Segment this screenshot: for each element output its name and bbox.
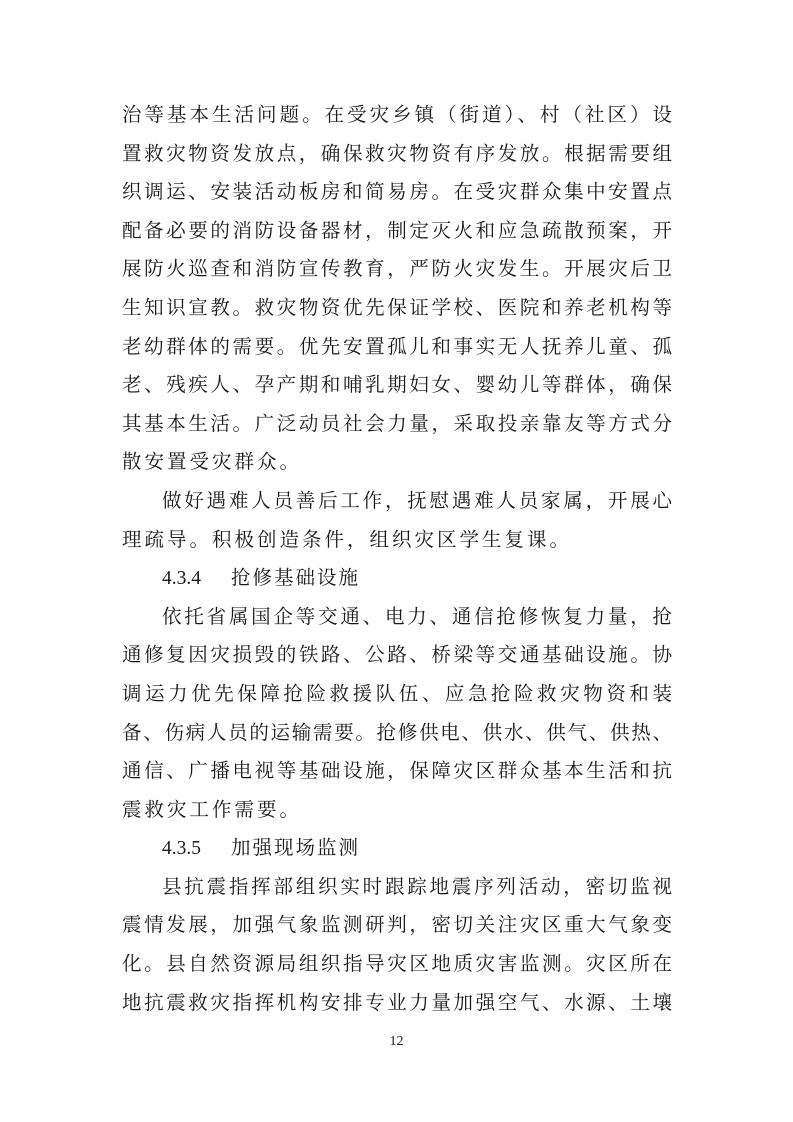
text-line: 老、残疾人、孕产期和哺乳期妇女、婴幼儿等群体，确保 [122,373,672,397]
text-line: 置救灾物资发放点，确保救灾物资有序发放。根据需要组 [122,141,672,165]
section-title: 抢修基础设施 [231,566,361,590]
text-line: 地抗震救灾指挥机构安排专业力量加强空气、水源、土壤 [122,990,672,1014]
body-text [122,96,672,1022]
text-line: 配备必要的消防设备器材，制定灭火和应急疏散预案，开 [122,218,672,242]
text-line: 化。县自然资源局组织指导灾区地质灾害监测。灾区所在 [122,952,672,976]
text-line: 其基本生活。广泛动员社会力量，采取投亲靠友等方式分 [122,411,672,435]
text-line: 织调运、安装活动板房和简易房。在受灾群众集中安置点 [122,180,672,204]
text-line: 调运力优先保障抢险救援队伍、应急抢险救灾物资和装 [122,681,672,705]
section-number: 4.3.5 [162,838,201,860]
text-line: 震情发展，加强气象监测研判，密切关注灾区重大气象变 [122,913,672,937]
text-line: 老幼群体的需要。优先安置孤儿和事实无人抚养儿童、孤 [122,334,672,358]
text-line: 治等基本生活问题。在受灾乡镇（街道）、村（社区）设 [122,103,672,126]
text-line: 做好遇难人员善后工作，抚慰遇难人员家属，开展心 [162,488,672,512]
text-line: 备、伤病人员的运输需要。抢修供电、供水、供气、供热、 [122,720,672,744]
text-line: 散安置受灾群众。 [122,450,303,474]
text-line: 通信、广播电视等基础设施，保障灾区群众基本生活和抗 [122,759,672,783]
section-heading-4-3-5 [122,829,672,868]
text-line: 通修复因灾损毁的铁路、公路、桥梁等交通基础设施。协 [122,643,672,667]
text-line: 依托省属国企等交通、电力、通信抢修恢复力量，抢 [162,604,672,628]
text-line: 生知识宣教。救灾物资优先保证学校、医院和养老机构等 [122,295,672,319]
section-heading-4-3-4 [122,559,672,598]
text-line: 理疏导。积极创造条件，组织灾区学生复课。 [122,527,573,551]
text-line: 展防火巡查和消防宣传教育，严防火灾发生。开展灾后卫 [122,257,672,281]
page-number: 12 [389,1034,404,1049]
section-number: 4.3.4 [162,568,201,590]
text-line: 县抗震指挥部组织实时跟踪地震序列活动，密切监视 [162,874,672,898]
text-line: 震救灾工作需要。 [122,797,303,821]
section-title: 加强现场监测 [231,836,361,860]
